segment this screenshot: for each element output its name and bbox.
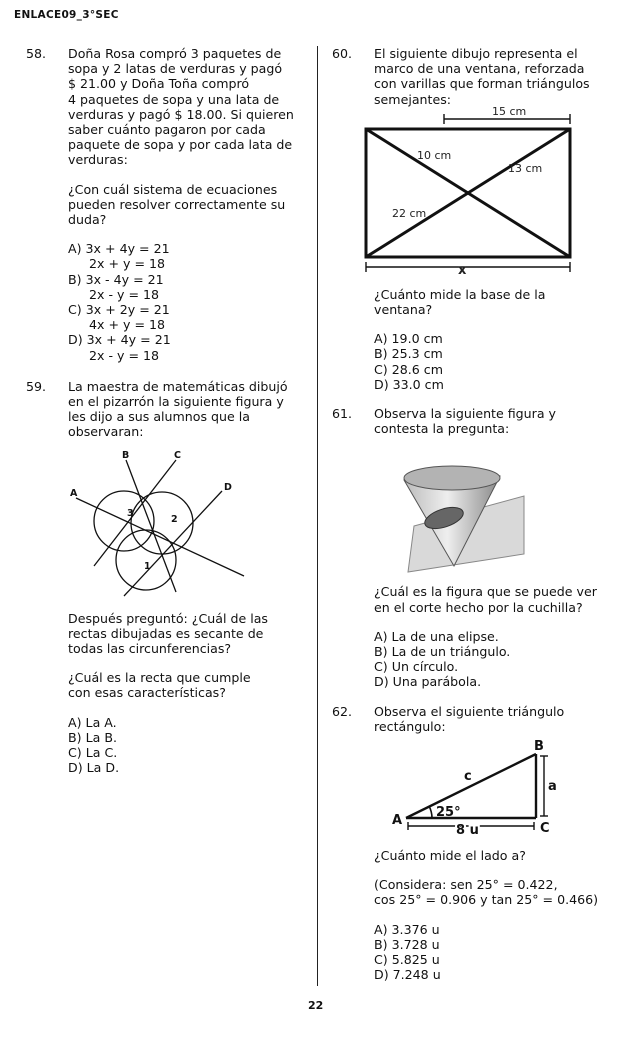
consider-line: (Considera: sen 25° = 0.422, bbox=[374, 877, 558, 893]
option-a[interactable]: A) 3.376 u bbox=[374, 921, 440, 937]
option-c[interactable]: C) 28.6 cm bbox=[374, 361, 443, 377]
column-divider bbox=[317, 46, 318, 986]
line-a bbox=[76, 498, 244, 576]
question-number: 62. bbox=[332, 703, 353, 719]
question-line: pueden resolver correctamente su bbox=[68, 196, 286, 212]
page-number: 22 bbox=[308, 999, 324, 1012]
option-b[interactable]: B) 3x - 4y = 21 2x - y = 18 bbox=[68, 271, 164, 302]
label-top: 15 cm bbox=[492, 106, 527, 118]
stem-line: Observa el siguiente triángulo bbox=[374, 703, 565, 719]
vertex-b-label: B bbox=[534, 739, 544, 755]
option-d[interactable]: D) 7.248 u bbox=[374, 967, 441, 983]
stem-line: 4 paquetes de sopa y una lata de bbox=[68, 91, 280, 107]
consider-line: cos 25° = 0.906 y tan 25° = 0.466) bbox=[374, 892, 599, 908]
followup-line: todas las circunferencias? bbox=[68, 641, 232, 657]
option-b[interactable]: B) La de un triángulo. bbox=[374, 644, 511, 660]
question-line: ¿Cuánto mide el lado a? bbox=[374, 848, 526, 864]
question-59 bbox=[26, 379, 306, 776]
stem-line: paquete de sopa y por cada lata de bbox=[68, 137, 293, 153]
followup-line: rectas dibujadas es secante de bbox=[68, 625, 264, 641]
label-2: 2 bbox=[171, 513, 178, 525]
option-b[interactable]: B) 3.728 u bbox=[374, 936, 440, 952]
side-a-label: a bbox=[548, 779, 557, 795]
option-a[interactable]: A) 3x + 4y = 21 2x + y = 18 bbox=[68, 241, 170, 272]
stem-line: sopa y 2 latas de verduras y pagó bbox=[68, 61, 283, 77]
question-number: 61. bbox=[332, 406, 353, 422]
stem-line: saber cuánto pagaron por cada bbox=[68, 122, 266, 138]
secant-lines-figure bbox=[64, 446, 254, 601]
line-b bbox=[126, 460, 176, 592]
label-3: 3 bbox=[127, 507, 134, 519]
window-frame-figure bbox=[362, 107, 576, 279]
side-c-label: c bbox=[464, 769, 472, 785]
option-c[interactable]: C) 5.825 u bbox=[374, 952, 440, 968]
question-62 bbox=[332, 704, 632, 983]
question-61 bbox=[332, 406, 632, 690]
question-line: con esas características? bbox=[68, 685, 226, 701]
option-c[interactable]: C) La C. bbox=[68, 745, 118, 761]
option-a[interactable]: A) La de una elipse. bbox=[374, 628, 499, 644]
label-d1: 10 cm bbox=[417, 148, 452, 162]
option-a[interactable]: A) 19.0 cm bbox=[374, 331, 443, 347]
question-line: ventana? bbox=[374, 302, 433, 318]
stem-line: marco de una ventana, reforzada bbox=[374, 61, 585, 77]
stem-line: $ 21.00 y Doña Toña compró bbox=[68, 76, 250, 92]
question-60 bbox=[332, 46, 632, 392]
stem-line: verduras y pagó $ 18.00. Si quieren bbox=[68, 106, 294, 122]
stem-line: La maestra de matemáticas dibujó bbox=[68, 378, 288, 394]
question-line: duda? bbox=[68, 212, 107, 228]
stem-line: les dijo a sus alumnos que la bbox=[68, 409, 251, 425]
followup-line: Después preguntó: ¿Cuál de las bbox=[68, 610, 268, 626]
option-d[interactable]: D) La D. bbox=[68, 760, 120, 776]
circle-2 bbox=[131, 492, 193, 554]
vertex-a-label: A bbox=[392, 813, 403, 829]
circle-1 bbox=[116, 530, 176, 590]
cone-top bbox=[404, 466, 500, 490]
stem-line: rectángulo: bbox=[374, 718, 446, 734]
option-d[interactable]: D) 33.0 cm bbox=[374, 376, 444, 392]
line-c bbox=[94, 460, 176, 566]
option-d[interactable]: D) 3x + 4y = 21 2x - y = 18 bbox=[68, 332, 171, 363]
option-c[interactable]: C) 3x + 2y = 21 4x + y = 18 bbox=[68, 302, 170, 333]
label-c: C bbox=[174, 449, 181, 461]
label-base: x bbox=[458, 262, 467, 278]
option-d[interactable]: D) Una parábola. bbox=[374, 674, 482, 690]
angle-label: 25° bbox=[436, 805, 461, 821]
label-a: A bbox=[70, 487, 78, 499]
label-b: B bbox=[122, 449, 130, 461]
question-number: 59. bbox=[26, 378, 47, 394]
label-d: D bbox=[224, 481, 232, 493]
option-c[interactable]: C) Un círculo. bbox=[374, 659, 459, 675]
question-number: 58. bbox=[26, 46, 47, 61]
question-line: ¿Con cuál sistema de ecuaciones bbox=[68, 181, 278, 197]
option-b[interactable]: B) 25.3 cm bbox=[374, 346, 443, 362]
question-line: ¿Cuánto mide la base de la bbox=[374, 286, 546, 302]
stem-line: El siguiente dibujo representa el bbox=[374, 46, 578, 61]
question-line: ¿Cuál es la recta que cumple bbox=[68, 670, 251, 686]
right-column bbox=[332, 46, 632, 982]
option-b[interactable]: B) La B. bbox=[68, 729, 117, 745]
cone-cut-figure bbox=[374, 446, 534, 574]
stem-line: Observa la siguiente figura y bbox=[374, 406, 557, 422]
vertex-c-label: C bbox=[540, 821, 550, 837]
option-a[interactable]: A) La A. bbox=[68, 714, 117, 730]
label-d3: 22 cm bbox=[392, 206, 427, 220]
question-58 bbox=[26, 46, 306, 363]
question-number: 60. bbox=[332, 46, 353, 61]
base-label: 8 u bbox=[456, 823, 479, 839]
stem-line: en el pizarrón la siguiente figura y bbox=[68, 394, 284, 410]
stem-line: semejantes: bbox=[374, 91, 452, 107]
stem-line: Doña Rosa compró 3 paquetes de bbox=[68, 46, 282, 61]
stem-line: contesta la pregunta: bbox=[374, 421, 510, 437]
page-header: ENLACE09_3°SEC bbox=[14, 9, 119, 21]
label-d2: 13 cm bbox=[508, 161, 543, 175]
right-triangle-figure bbox=[380, 738, 580, 842]
stem-line: verduras: bbox=[68, 152, 128, 168]
stem-line: observaran: bbox=[68, 424, 144, 440]
label-1: 1 bbox=[144, 560, 151, 572]
question-line: en el corte hecho por la cuchilla? bbox=[374, 599, 583, 615]
stem-line: con varillas que forman triángulos bbox=[374, 76, 590, 92]
left-column bbox=[26, 46, 306, 776]
question-line: ¿Cuál es la figura que se puede ver bbox=[374, 584, 597, 600]
